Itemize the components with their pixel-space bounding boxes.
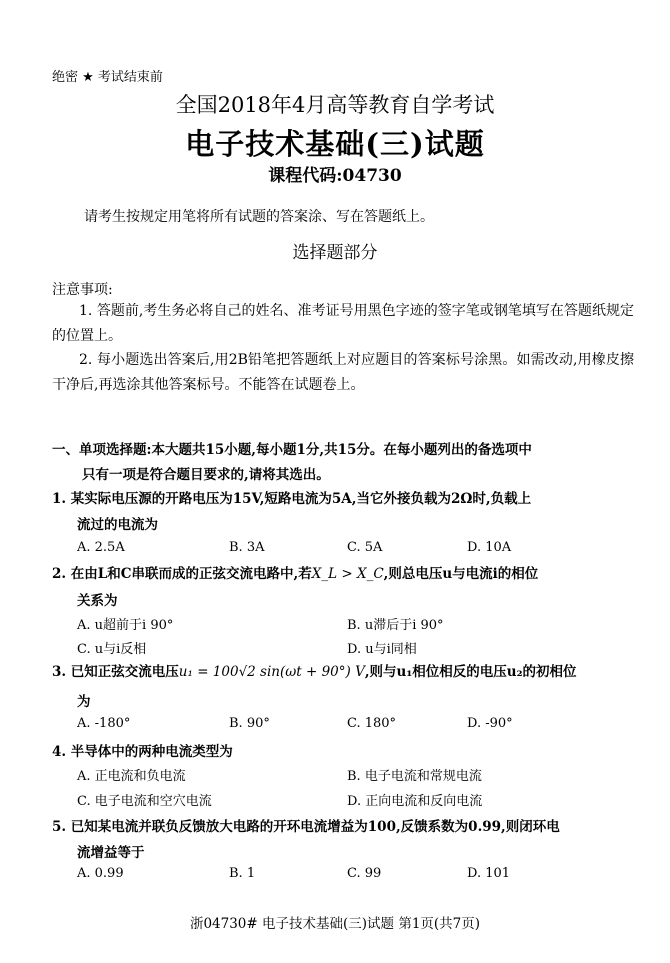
section-title: 选择题部分 [292, 243, 378, 263]
subject-title: 电子技术基础(三)试题 [185, 127, 485, 161]
question-2-text-continued: 关系为 [77, 593, 118, 609]
question-4-option-a: A. 正电流和负电流 [77, 769, 186, 784]
question-5-option-c: C. 99 [347, 866, 382, 881]
course-code: 课程代码:04730 [268, 166, 402, 186]
exam-title: 全国2018年4月高等教育自学考试 [175, 93, 495, 117]
question-1-option-a: A. 2.5A [77, 540, 125, 555]
question-5-text: 5. 已知某电流并联负反馈放大电路的开环电流增益为100,反馈系数为0.99,则闭环电 [52, 819, 560, 835]
question-4-option-d: D. 正向电流和反向电流 [347, 794, 483, 809]
question-1-option-c: C. 5A [347, 540, 383, 555]
question-3-text-b: ,则与u₁相位相反的电压u₂的初相位 [364, 664, 577, 680]
question-2-option-c: C. u与i反相 [77, 642, 147, 657]
question-5-option-d: D. 101 [467, 866, 511, 881]
question-1-text: 1. 某实际电压源的开路电压为15V,短路电流为5A,当它外接负载为2Ω时,负载上 [52, 491, 532, 507]
question-3-option-b: B. 90° [229, 716, 270, 731]
question-3-text-a: 3. 已知正弦交流电压 [52, 664, 179, 680]
question-2-option-d: D. u与i同相 [347, 642, 417, 657]
page-footer: 浙04730# 电子技术基础(三)试题 第1页(共7页) [189, 916, 481, 932]
note-item-1: 1. 答题前,考生务必将自己的姓名、准考证号用黑色字迹的签字笔或钢笔填写在答题纸规定的位置上。 [52, 303, 634, 344]
question-3-text-continued: 为 [77, 694, 91, 710]
question-3-formula: u₁ = 100√2 sin(ωt + 90°) V [178, 664, 365, 680]
notes-title: 注意事项: [52, 282, 113, 298]
question-2-formula: X_L > X_C [311, 566, 384, 582]
question-3-option-a: A. -180° [77, 716, 131, 731]
question-1-option-d: D. 10A [467, 540, 512, 555]
question-1-option-b: B. 3A [229, 540, 265, 555]
instruction: 请考生按规定用笔将所有试题的答案涂、写在答题纸上。 [84, 209, 434, 225]
question-3-option-c: C. 180° [347, 716, 397, 731]
question-4-option-c: C. 电子电流和空穴电流 [77, 794, 212, 809]
question-4-text: 4. 半导体中的两种电流类型为 [52, 744, 233, 760]
note-item-2: 2. 每小题选出答案后,用2B铅笔把答题纸上对应题目的答案标号涂黑。如需改动,用橡皮擦干净后,再选涂其他答案标号。不能答在试题卷上。 [52, 352, 634, 393]
question-1-text-continued: 流过的电流为 [77, 517, 158, 533]
question-2-option-a: A. u超前于i 90° [77, 618, 174, 633]
question-5-option-a: A. 0.99 [77, 866, 124, 881]
question-2-text [52, 562, 538, 582]
part-heading-continued: 只有一项是符合题目要求的,请将其选出。 [82, 467, 330, 483]
question-2-option-b: B. u滞后于i 90° [347, 618, 444, 633]
question-3-option-d: D. -90° [467, 716, 513, 731]
question-5-text-continued: 流增益等于 [77, 845, 145, 861]
question-5-option-b: B. 1 [229, 866, 256, 881]
confidential-label: 绝密 ★ 考试结束前 [52, 70, 163, 85]
part-heading: 一、单项选择题:本大题共15小题,每小题1分,共15分。在每小题列出的备选项中 [52, 442, 532, 458]
question-2-text-a: 2. 在由L和C串联而成的正弦交流电路中,若 [52, 566, 312, 582]
question-2-text-b: ,则总电压u与电流i的相位 [383, 566, 539, 582]
question-4-option-b: B. 电子电流和常规电流 [347, 769, 482, 784]
question-3-text [52, 660, 576, 680]
